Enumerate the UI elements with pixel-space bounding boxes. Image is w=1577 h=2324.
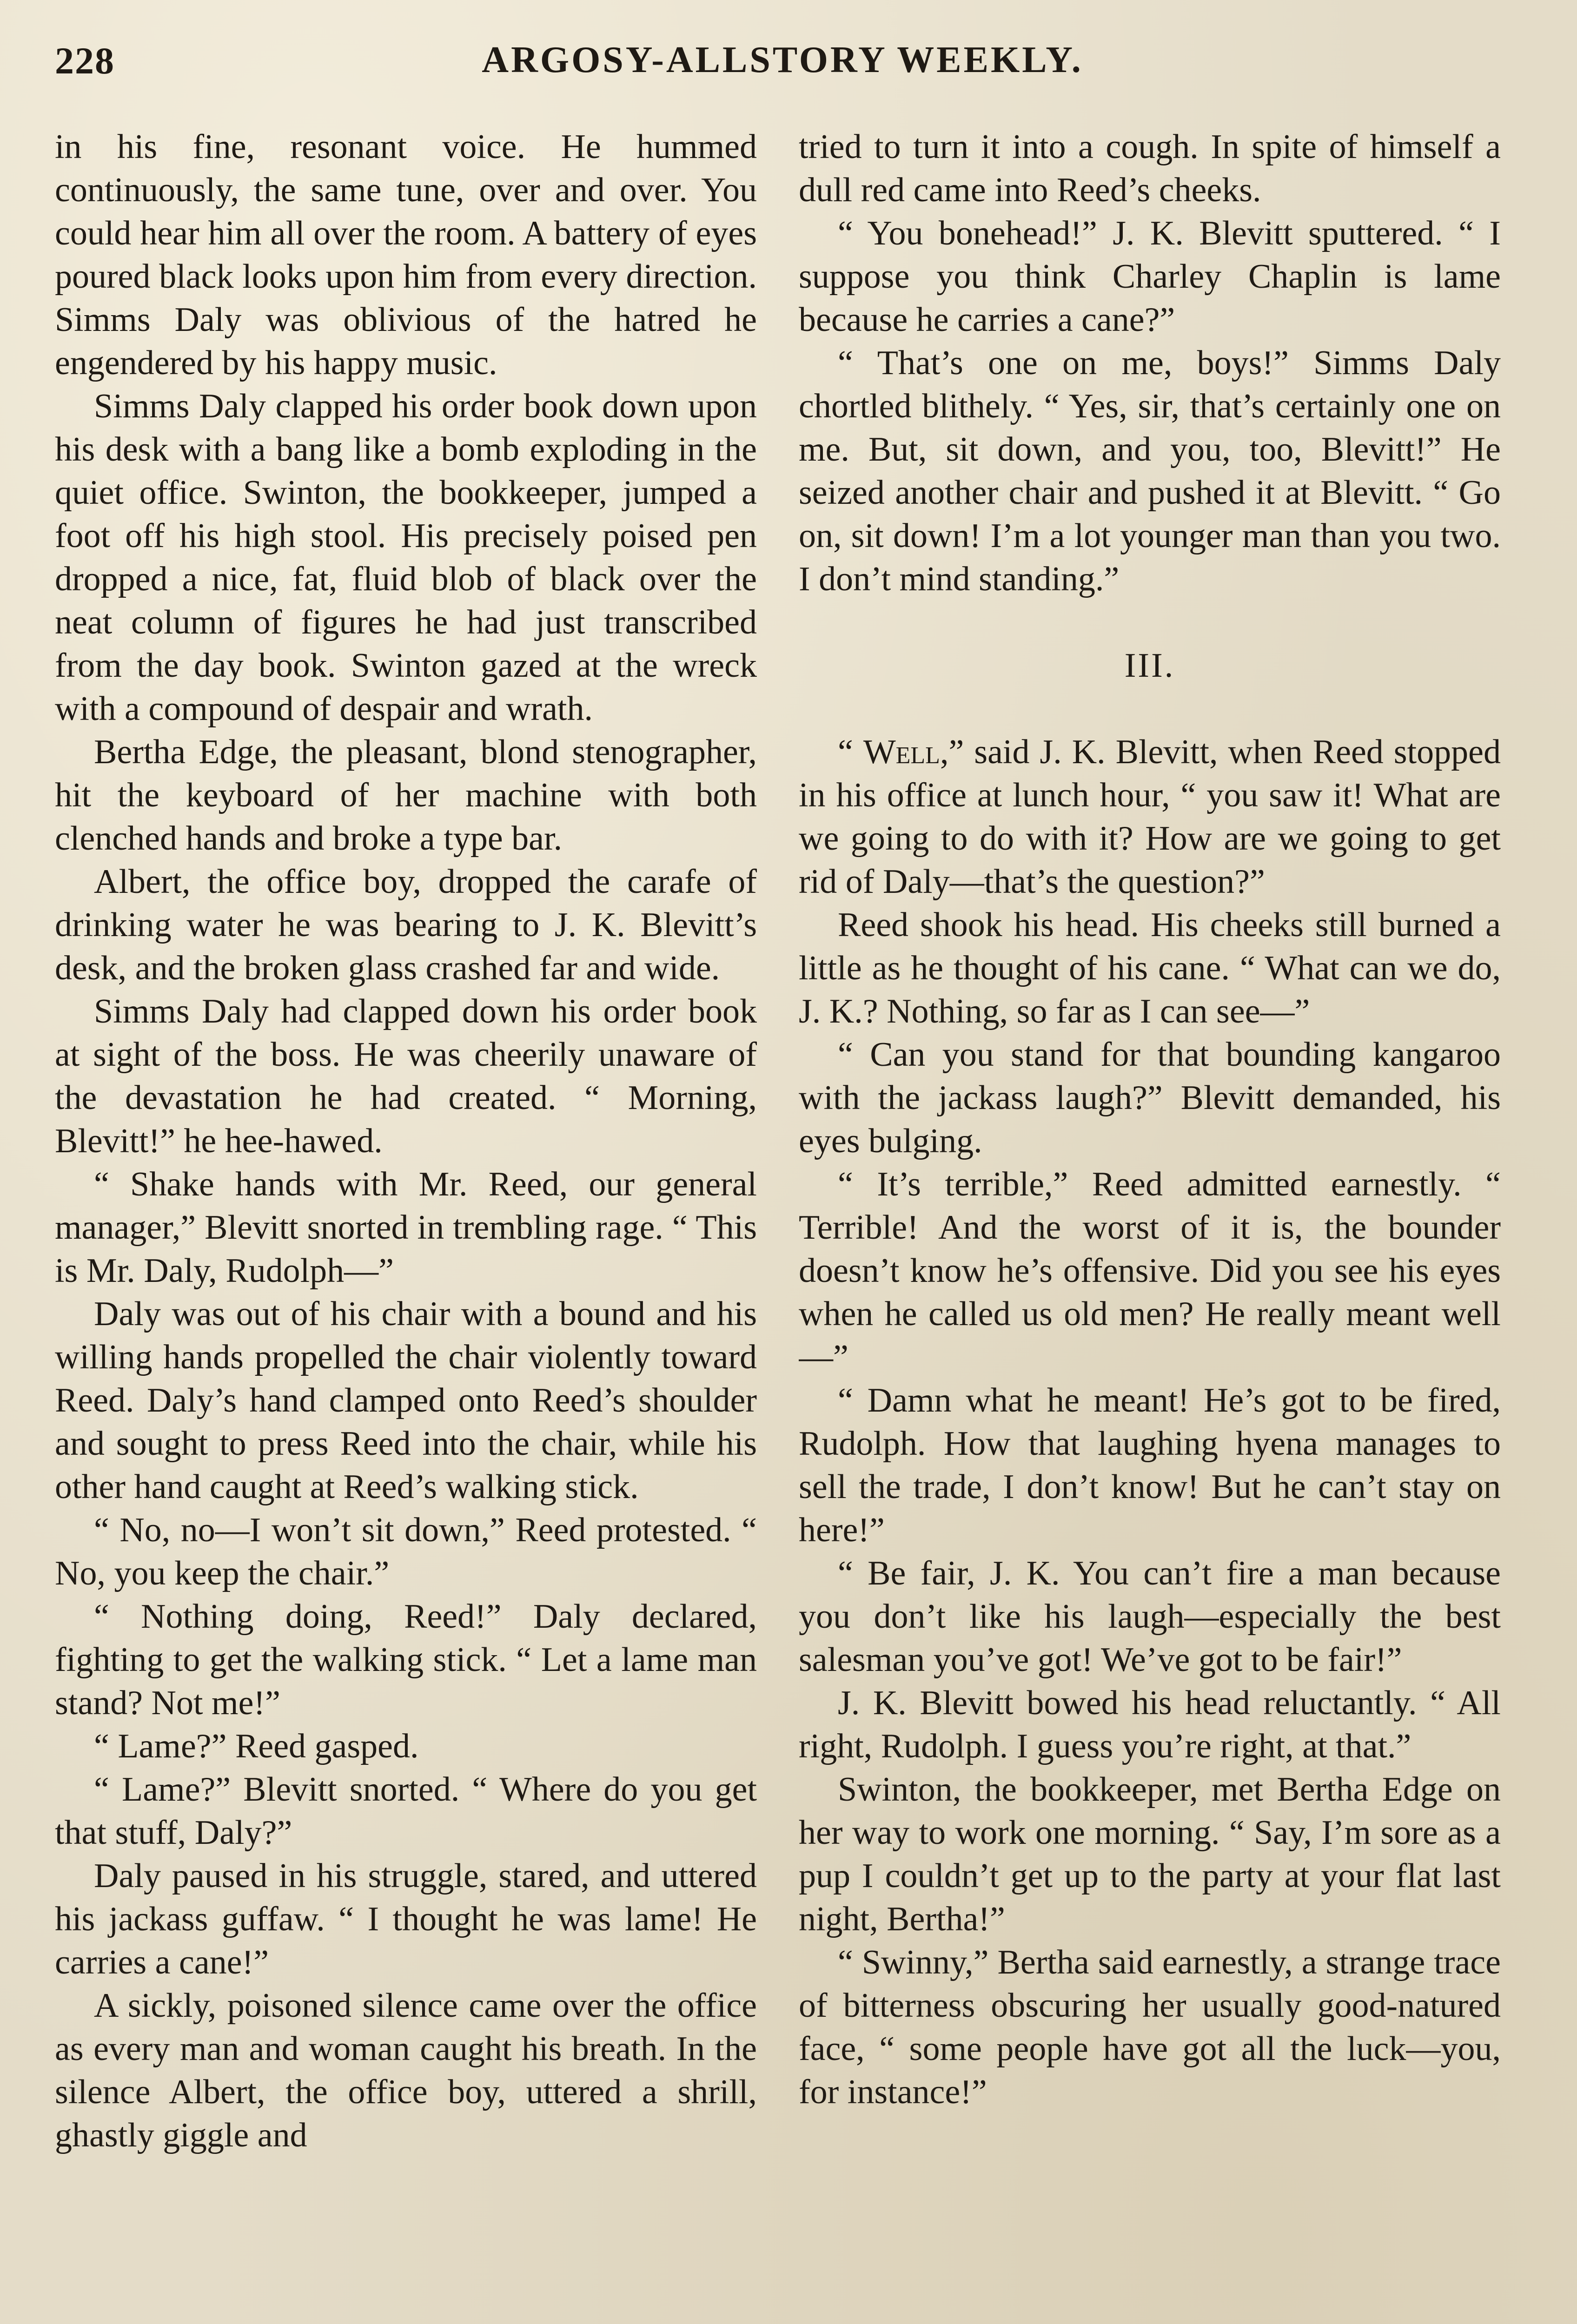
paragraph: A sickly, poisoned silence came over the office as every man and woman caught his breath. In the silence Albert, the office boy, uttered a shrill, ghastly giggle and: [55, 1987, 757, 2154]
paragraph: “ Lame?” Reed gasped.: [94, 1727, 419, 1765]
section-heading: III.: [1124, 647, 1175, 685]
paragraph: “ Nothing doing, Reed!” Daly declared, fighting to get the walking stick. “ Let a lame man stand? Not me!”: [55, 1598, 757, 1722]
paragraph: “ Can you stand for that bounding kangaroo with the jackass laugh?” Blevitt demanded, his eyes bulging.: [799, 1036, 1501, 1160]
paragraph: Reed shook his head. His cheeks still burned a little as he thought of his cane. “ What can we do, J. K.? Nothing, so far as I can see—”: [799, 906, 1501, 1030]
paragraph: “ You bonehead!” J. K. Blevitt sputtered. “ I suppose you think Charley Chaplin is lame because he carries a cane?”: [799, 214, 1501, 339]
paragraph: J. K. Blevitt bowed his head reluctantly. “ All right, Rudolph. I guess you’re right, at that.”: [799, 1684, 1501, 1765]
paragraph: Simms Daly had clapped down his order book at sight of the boss. He was cheerily unaware of the devastation he had created. “ Morning, Blevitt!” he hee-hawed.: [55, 992, 757, 1160]
page-number: 228: [55, 40, 115, 82]
paragraph: [799, 731, 1501, 904]
paragraph-text: ,” said J. K. Blevitt, when Reed stopped in his office at lunch hour, “ you saw it! What are we going to do with it? How are we going to get rid of Daly—that’s the question?”: [799, 733, 1501, 901]
paragraph: Daly paused in his struggle, stared, and uttered his jackass guffaw. “ I thought he was lame! He carries a cane!”: [55, 1857, 757, 1981]
paragraph: “ Shake hands with Mr. Reed, our general manager,” Blevitt snorted in trembling rage. “ This is Mr. Daly, Rudolph—”: [55, 1165, 757, 1290]
left-column: [55, 125, 757, 2324]
paragraph: “ Lame?” Blevitt snorted. “ Where do you get that stuff, Daly?”: [55, 1770, 757, 1852]
paragraph: “ Be fair, J. K. You can’t fire a man because you don’t like his laugh—especially the best salesman you’ve got! We’ve got to be fair!”: [799, 1554, 1501, 1679]
paragraph: Albert, the office boy, dropped the carafe of drinking water he was bearing to J. K. Blevitt’s desk, and the broken glass crashed far and wide.: [55, 863, 757, 987]
paragraph: in his fine, resonant voice. He hummed continuously, the same tune, over and over. You could hear him all over the room. A battery of eyes poured black looks upon him from every direction. Simms Daly was oblivious of the hatred he engendered by his happy music.: [55, 128, 757, 382]
paragraph: “ That’s one on me, boys!” Simms Daly chortled blithely. “ Yes, sir, that’s certainly one on me. But, sit down, and you, too, Blevitt!” He seized another chair and pushed it at Blevitt. “ Go on, sit down! I’m a lot younger man than you two. I don’t mind standing.”: [799, 344, 1501, 598]
opening-quote: “: [838, 733, 863, 771]
paragraph: Bertha Edge, the pleasant, blond stenographer, hit the keyboard of her machine with both clenched hands and broke a type bar.: [55, 733, 757, 858]
paragraph: Simms Daly clapped his order book down upon his desk with a bang like a bomb exploding in the quiet office. Swinton, the bookkeeper, jumped a foot off his high stool. His precisely poised pen dropped a nice, fat, fluid blob of black over the neat column of figures he had just transcribed from the day book. Swinton gazed at the wreck with a compound of despair and wrath.: [55, 387, 757, 728]
page-header: [55, 39, 1510, 90]
paragraph: “ No, no—I won’t sit down,” Reed protested. “ No, you keep the chair.”: [55, 1511, 757, 1592]
right-column: [799, 125, 1501, 2324]
small-caps-lead: Well: [863, 733, 940, 771]
paragraph: “ Damn what he meant! He’s got to be fired, Rudolph. How that laughing hyena manages to sell the trade, I don’t know! But he can’t stay on here!”: [799, 1381, 1501, 1549]
running-head: ARGOSY-ALLSTORY WEEKLY.: [482, 40, 1083, 80]
paragraph: Swinton, the bookkeeper, met Bertha Edge on her way to work one morning. “ Say, I’m sore as a pup I couldn’t get up to the party at your flat last night, Bertha!”: [799, 1770, 1501, 1938]
paragraph: “ It’s terrible,” Reed admitted earnestly. “ Terrible! And the worst of it is, the bounder doesn’t know he’s offensive. Did you see his eyes when he called us old men? He really meant well—”: [799, 1165, 1501, 1376]
paragraph: Daly was out of his chair with a bound and his willing hands propelled the chair violently toward Reed. Daly’s hand clamped onto Reed’s shoulder and sought to press Reed into the chair, while his other hand caught at Reed’s walking stick.: [55, 1295, 757, 1506]
paragraph: “ Swinny,” Bertha said earnestly, a strange trace of bitterness obscuring her usually good-natured face, “ some people have got all the luck—you, for instance!”: [799, 1943, 1501, 2111]
paragraph: tried to turn it into a cough. In spite of himself a dull red came into Reed’s cheeks.: [799, 128, 1501, 209]
